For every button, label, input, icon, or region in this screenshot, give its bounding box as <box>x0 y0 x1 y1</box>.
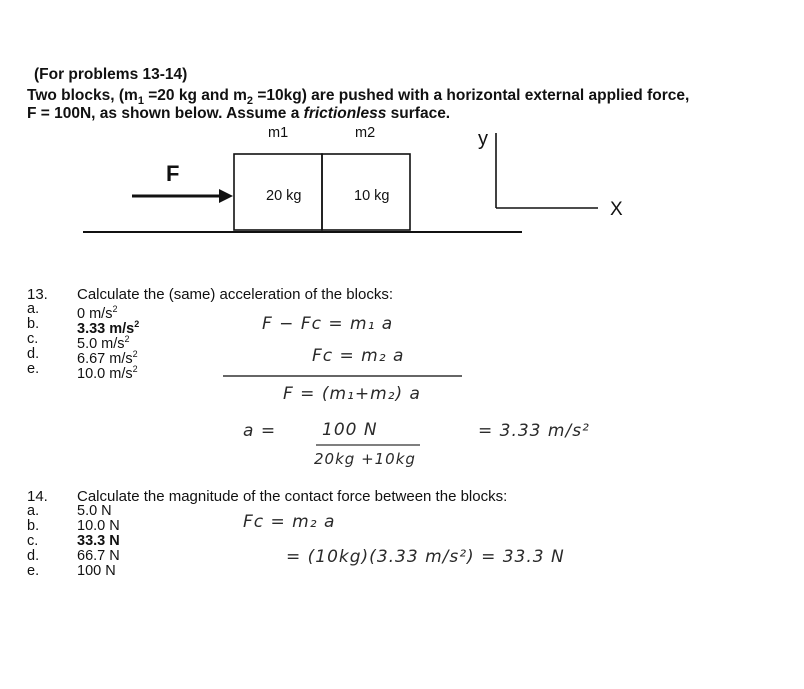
p13-work-eq1: F − Fc = m₁ a <box>262 314 394 334</box>
p14-option-letter-c: c. <box>27 533 39 549</box>
p13-work-a-lhs: a = <box>243 421 277 441</box>
p14-option-letter-b: b. <box>27 518 40 534</box>
p13-option-c: 5.0 $m/s^2$ <box>77 334 130 352</box>
p13-work-eq3: F = (m₁+m₂) a <box>283 384 421 404</box>
p13-option-e: 10.0 $m/s^2$ <box>77 364 138 382</box>
problem-statement-line-1: Two blocks, ($m_1 =20$ kg and $m_2 =10kg$) are pushed with a horizontal external applied force, <box>27 87 690 108</box>
p13-option-a: 0 $m/s^2$ <box>77 304 118 322</box>
problem-13-number: 13. <box>27 286 48 303</box>
p14-option-b: 10.0 N <box>77 518 120 534</box>
p13-option-b-correct: 3.33 $m/s^2$ <box>77 319 140 337</box>
p13-option-letter-b: b. <box>27 316 40 332</box>
p13-option-letter-e: e. <box>27 361 40 377</box>
problems-range-note: (For problems 13-14) <box>34 66 188 83</box>
p13-option-letter-d: d. <box>27 346 40 362</box>
x-axis-label: X <box>610 199 623 220</box>
p13-option-d: 6.67 $m/s^2$ <box>77 349 138 367</box>
p14-option-d: 66.7 N <box>77 548 120 564</box>
p14-option-a: 5.0 N <box>77 503 112 519</box>
p14-work-eq2: = (10kg)(3.33 m/s²) = 33.3 N <box>286 547 565 567</box>
p14-option-letter-a: a. <box>27 503 40 519</box>
p13-work-denominator: 20kg +10kg <box>314 450 416 468</box>
block1-mass: 20 kg <box>266 188 302 204</box>
block2-mass: 10 kg <box>354 188 390 204</box>
p13-option-letter-a: a. <box>27 301 40 317</box>
p13-work-numerator: 100 N <box>322 420 378 440</box>
p13-work-result: = 3.33 m/s² <box>478 421 590 441</box>
p14-option-c-correct: 33.3 N <box>77 533 120 549</box>
problem-statement-line-2: F = 100N, as shown below. Assume a frictionless surface. <box>27 105 451 122</box>
p14-work-eq1: Fc = m₂ a <box>243 512 336 532</box>
problem-13-prompt: Calculate the (same) acceleration of the blocks: <box>77 286 393 303</box>
p13-work-eq2: Fc = m₂ a <box>312 346 405 366</box>
p14-option-e: 100 N <box>77 563 116 579</box>
block1-label: m1 <box>268 125 289 141</box>
p14-option-letter-e: e. <box>27 563 40 579</box>
problem-14-number: 14. <box>27 488 48 505</box>
p13-option-letter-c: c. <box>27 331 39 347</box>
y-axis-label: y <box>478 128 488 150</box>
problem-14-prompt: Calculate the magnitude of the contact force between the blocks: <box>77 488 508 505</box>
p14-option-letter-d: d. <box>27 548 40 564</box>
force-label: F <box>166 161 180 186</box>
block2-label: m2 <box>355 125 376 141</box>
